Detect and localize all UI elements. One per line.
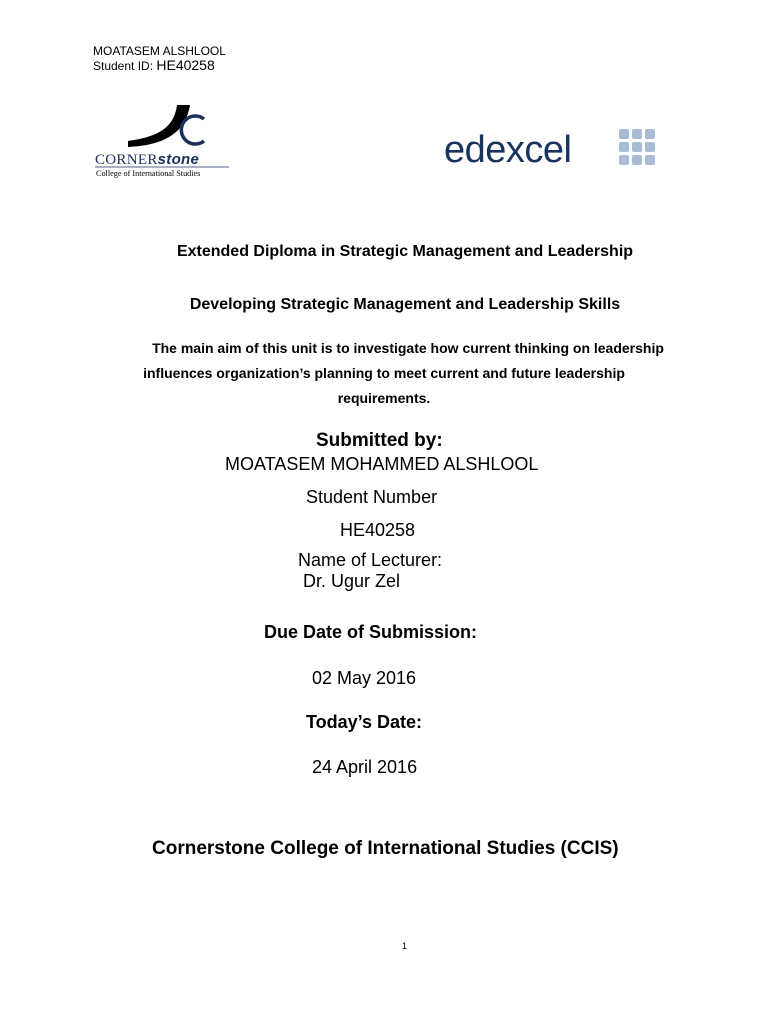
edexcel-logo [444, 127, 660, 171]
svg-text:CORNERstone [95, 151, 199, 168]
cornerstone-word-a: CORNER [95, 152, 158, 168]
college-name: Cornerstone College of International Studies (CCIS) [152, 838, 619, 859]
edexcel-squares-icon [619, 129, 655, 165]
lecturer-name: Dr. Ugur Zel [303, 571, 401, 591]
cornerstone-word-b: stone [157, 151, 200, 168]
submitted-by-label: Submitted by: [316, 430, 443, 451]
student-id-label: Student ID: [93, 59, 157, 73]
lecturer-label: Name of Lecturer: [298, 550, 443, 570]
edexcel-wordmark: edexcel [444, 129, 572, 171]
header-student-id [93, 58, 215, 74]
due-date-value: 02 May 2016 [312, 668, 417, 688]
diploma-title: Extended Diploma in Strategic Management and Leadership [176, 243, 634, 260]
unit-aim-paragraph [100, 336, 668, 411]
unit-title: Developing Strategic Management and Leadership Skills [189, 296, 621, 313]
student-number-value: HE40258 [340, 520, 416, 540]
unit-aim-text: The main aim of this unit is to investigate how current thinking on leadership influences organization’s planning to meet current and future leadership requirements. [143, 340, 664, 406]
cornerstone-c-icon [181, 116, 204, 144]
cornerstone-subtitle: College of International Studies [96, 169, 201, 178]
today-date-label: Today’s Date: [306, 712, 423, 732]
due-date-label: Due Date of Submission: [264, 622, 478, 642]
header-student-name: MOATASEM ALSHLOOL [93, 44, 226, 58]
cornerstone-logo [94, 103, 234, 179]
submitted-by-name: MOATASEM MOHAMMED ALSHLOOL [225, 454, 539, 474]
student-id-value: HE40258 [156, 57, 215, 73]
page-number: 1 [402, 941, 408, 951]
today-date-value: 24 April 2016 [312, 757, 418, 777]
student-number-label: Student Number [306, 487, 438, 507]
